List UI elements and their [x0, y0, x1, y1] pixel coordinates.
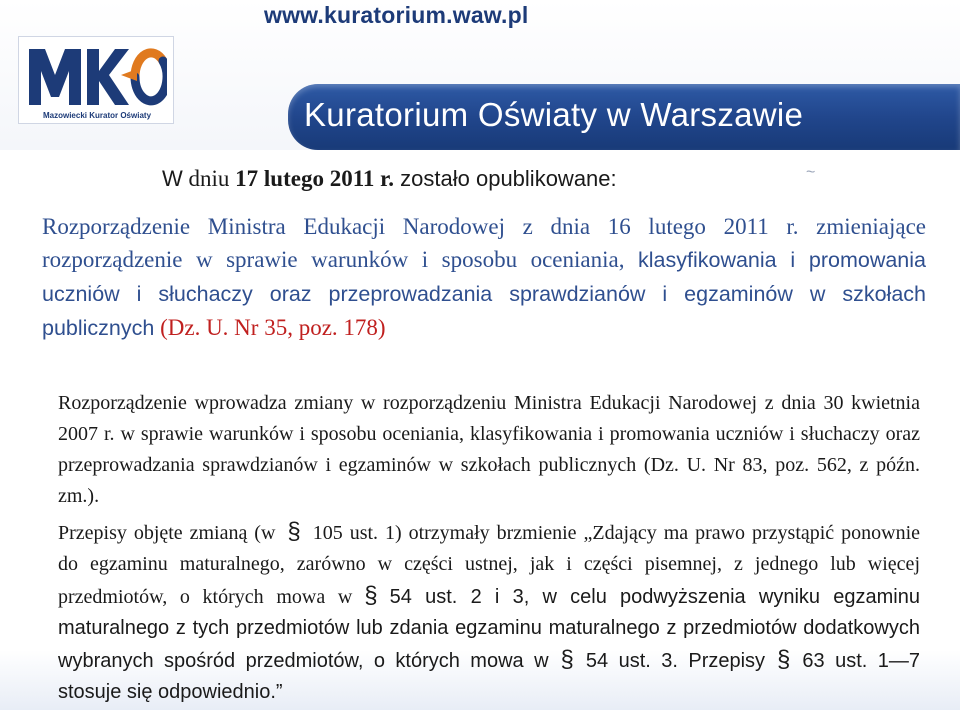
amendment-text-e: 63 ust. 1—7 stosuje się odpowiednio.” — [58, 650, 920, 703]
amendment-text-d: 54 ust. 3. Przepisy — [585, 650, 766, 672]
mko-logo — [18, 36, 174, 124]
decorative-mark: ~ — [806, 164, 816, 181]
mko-logo-icon — [25, 41, 167, 109]
logo-caption: Mazowiecki Kurator Oświaty — [42, 111, 152, 120]
amendment-text-a: Przepisy objęte zmianą (w — [58, 522, 276, 544]
section-sign-icon: § — [777, 646, 791, 673]
page-header — [0, 0, 960, 150]
paragraph-description: Rozporządzenie wprowadza zmiany w rozporządzeniu Ministra Edukacji Narodowej z dnia 30 kwietnia 2007 r. w sprawie warunków i sposobu oceniania, klasyfikowania i promowania uczniów i słuchaczy oraz przeprowadzania sprawdzianów i egzaminów w szkołach publicznych (Dz. U. Nr 83, poz. 562, z późn. zm.). — [58, 392, 920, 507]
title-banner — [288, 84, 960, 150]
publish-date: 17 lutego 2011 r. — [235, 166, 395, 191]
section-sign-icon: § — [364, 582, 378, 609]
regulation-title — [42, 210, 926, 345]
section-sign-icon: § — [287, 518, 301, 545]
amendment-text-b: 105 ust. 1) otrzymały brzmienie „Zdający ma prawo przystąpić ponownie do egzaminu maturalnego, zarówno w części ustnej, jak i części pisemnej, z jednego lub więcej przedmiotów, o których mowa w — [58, 522, 920, 608]
amendment-text-c: 54 ust. 2 i 3, w celu podwyższenia wyniku egzaminu maturalnego z tych przedmiotów lub zdania egzaminu maturalnego z przedmiotów dodatkowych wybranych spośród przedmiotów, o których mowa w — [58, 586, 920, 672]
regulation-title-part1: Rozporządzenie Ministra Edukacji Narodowej z dnia 16 lutego 2011 r. zmieniające rozporządzenie w sprawie warunków i sposobu oceniania, — [42, 214, 926, 272]
section-sign-icon: § — [560, 646, 574, 673]
intro-tail: zostało opublikowane: — [394, 166, 617, 191]
site-url[interactable]: www.kuratorium.waw.pl — [264, 2, 529, 28]
intro-text: dniu — [182, 166, 236, 191]
regulation-citation: (Dz. U. Nr 35, poz. 178) — [154, 315, 386, 340]
paragraph-amendment — [58, 516, 920, 708]
intro-w: W — [162, 166, 183, 191]
intro-line — [162, 166, 617, 192]
regulation-title-part2: klasyfikowania i promowania uczniów i słuchaczy oraz przeprowadzania sprawdzianów i egzaminów w szkołach publicznych — [42, 248, 926, 340]
banner-title: Kuratorium Oświaty w Warszawie — [304, 96, 804, 133]
